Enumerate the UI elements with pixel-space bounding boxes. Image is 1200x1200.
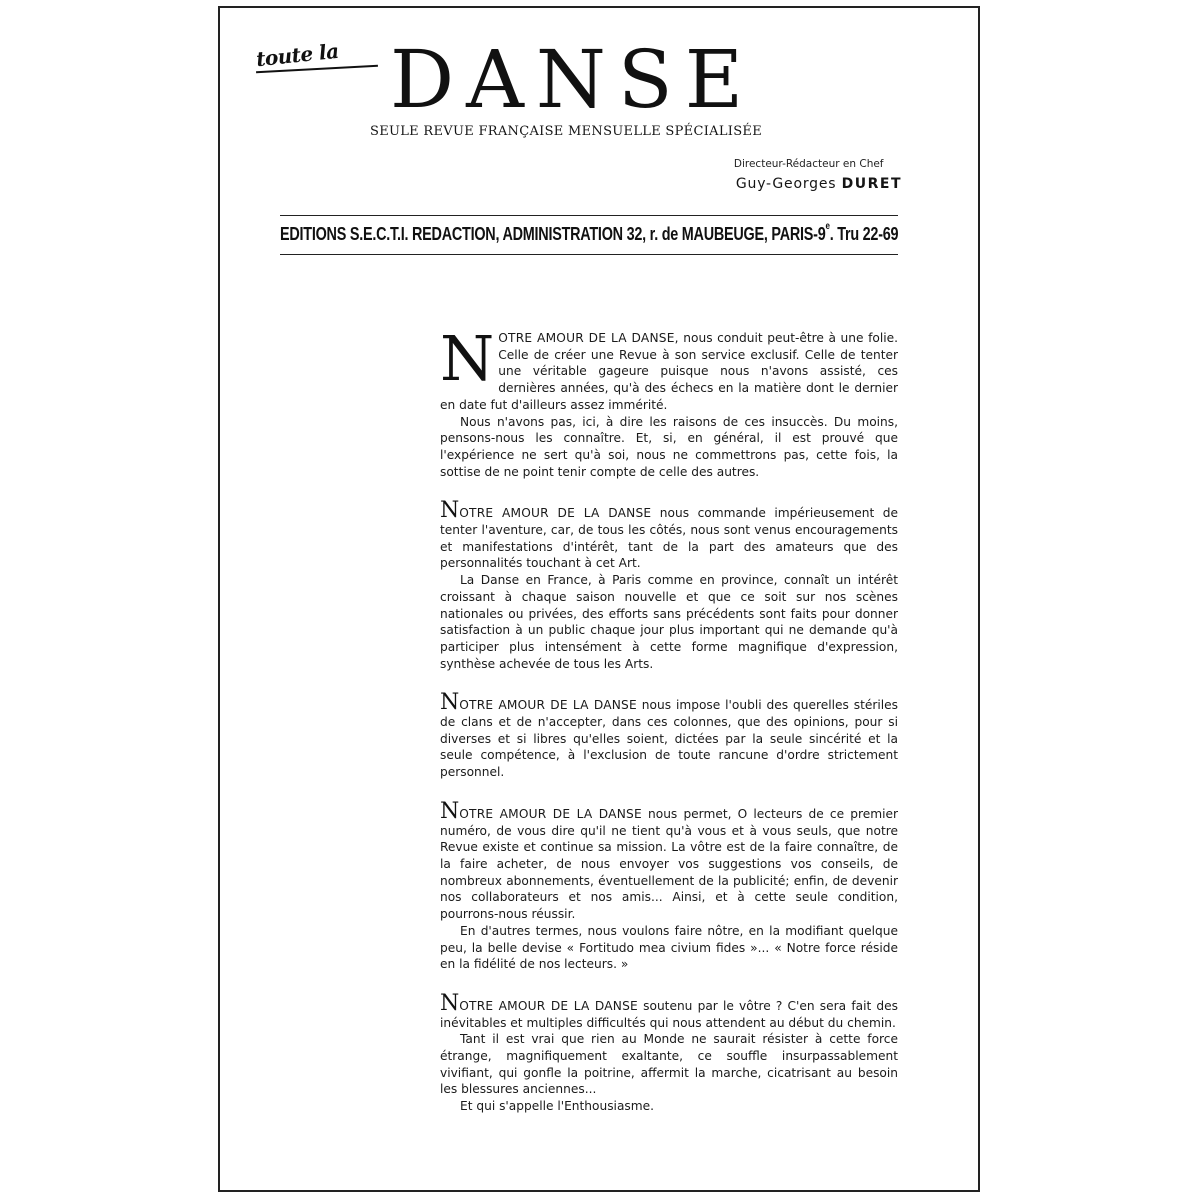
arrondissement-superscript: e [825, 221, 830, 232]
publisher-address-line [280, 215, 898, 255]
initial-letter: N [440, 798, 460, 824]
section-lead: OTRE AMOUR DE LA DANSE [459, 998, 638, 1013]
article-section-3 [440, 690, 898, 781]
script-logo: toute la [254, 38, 340, 72]
drop-cap: N [440, 322, 495, 395]
closing-line: Et qui s'appelle l'Enthousiasme. [460, 1099, 655, 1114]
paragraph: En d'autres termes, nous voulons faire nôtre, en la modifiant quelque peu, la belle devise « Fortitudo mea civium fides »... « Notre force réside en la fidélité de nos lecteurs. » [440, 923, 898, 972]
section-lead: OTRE AMOUR DE LA DANSE [459, 806, 642, 821]
paragraph: nous commande impérieusement de tenter l'aventure, car, de tous les côtés, nous sont venus encouragements et manifestations d'intérêt, tant de la part des amateurs que des personnalités touchant à cet Art. [440, 506, 898, 571]
director-first-name: Guy-Georges [735, 176, 837, 192]
paragraph: nous permet, O lecteurs de ce premier numéro, de vous dire qu'il ne tient qu'à vous et à vous seuls, que notre Revue existe et continue sa mission. La vôtre est de la faire connaître, de la faire acheter, de nous envoyer vos suggestions vos conseils, de nombreux abonnements, éventuellement de la publicité; enfin, de devenir nos collaborateurs et nos amis... Ainsi, et à cette seule condition, pourrons-nous réussir. [440, 806, 898, 922]
director-credit [734, 158, 902, 192]
magazine-title: DANSE [390, 33, 756, 126]
magazine-tagline: SEULE REVUE FRANÇAISE MENSUELLE SPÉCIALISÉE [370, 124, 763, 139]
publisher-phone: . Tru 22-69 [829, 224, 898, 244]
article-section-1 [440, 322, 898, 480]
initial-letter: N [440, 498, 460, 524]
editorial-article [440, 322, 899, 1138]
paragraph: Nous n'avons pas, ici, à dire les raisons de ces insuccès. Du moins, pensons-nous les connaître. Et, si, en général, il est prouvé que l'expérience ne sert qu'à soi, nous ne commettrons pas, cette fois, la sottise de ne point tenir compte de celle des autres. [440, 414, 898, 479]
section-lead: OTRE AMOUR DE LA DANSE [459, 506, 652, 521]
publisher-address: EDITIONS S.E.C.T.I. REDACTION, ADMINISTRATION 32, r. de MAUBEUGE, PARIS-9 [280, 224, 826, 244]
article-section-4 [440, 798, 898, 973]
director-role: Directeur-Rédacteur en Chef [733, 158, 884, 170]
director-name [734, 176, 902, 192]
director-last-name: DURET [841, 176, 902, 192]
article-section-5 [440, 990, 899, 1115]
initial-letter: N [440, 990, 460, 1016]
initial-letter: N [440, 690, 460, 716]
paragraph: nous conduit peut-être à une folie. Celle de créer une Revue à son service exclusif. Celle de tenter une véritable gageure puisque nous n'avons assisté, ces dernières années, qu'à des échecs en la matière dont le dernier en date fut d'ailleurs assez immérité. [440, 331, 898, 412]
article-section-2 [440, 498, 898, 672]
paragraph: soutenu par le vôtre ? C'en sera fait des inévitables et multiples difficultés qui nous attendent au début du chemin. [440, 998, 899, 1030]
section-lead: OTRE AMOUR DE LA DANSE, [498, 331, 679, 345]
paragraph: Tant il est vrai que rien au Monde ne saurait résister à cette force étrange, magnifiquement exaltante, ce souffle insurpassablement vivifiant, qui gonfle la poitrine, affermit la marche, cicatrisant au besoin les blessures anciennes... [440, 1032, 898, 1097]
section-lead: OTRE AMOUR DE LA DANSE [459, 698, 637, 713]
magazine-page [218, 6, 980, 1192]
paragraph: nous impose l'oubli des querelles stériles de clans et de n'accepter, dans ces colonnes, que des opinions, pour si diverses et si libres qu'elles soient, dictées par la seule sincérité et la seule compétence, à l'exclusion de toute rancune d'ordre strictement personnel. [440, 698, 898, 780]
paragraph: La Danse en France, à Paris comme en province, connaît un intérêt croissant à chaque saison nouvelle et que ce soit sur nos scènes nationales ou privées, des efforts sans précédents sont faits pour donner satisfaction à un public chaque jour plus important qui ne demande qu'à participer plus intensément à cette forme magnifique d'expression, synthèse achevée de tous les Arts. [440, 573, 898, 671]
